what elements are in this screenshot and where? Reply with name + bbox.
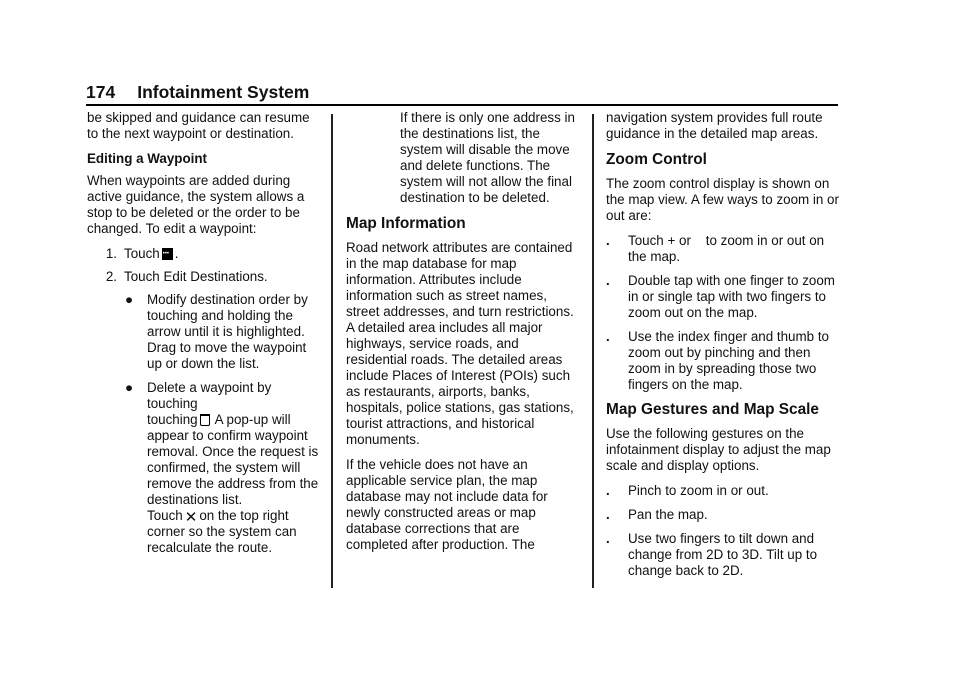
- bullet: .: [606, 507, 610, 522]
- zoom-paragraph: The zoom control display is shown on the map view. A few ways to zoom in or out are:: [606, 176, 839, 223]
- list-item: [606, 483, 842, 499]
- page-number: 174: [86, 82, 116, 102]
- bullet-text: Touch + or to zoom in or out on the map.: [628, 233, 828, 264]
- list-item: [606, 273, 842, 321]
- step-text: Touch: [124, 246, 160, 261]
- step-number: 1.: [105, 246, 117, 261]
- list-item: [606, 329, 842, 393]
- step-1: [87, 246, 319, 262]
- continued-text: navigation system provides full route guidance in the detailed map areas.: [606, 110, 823, 141]
- column-2: [346, 110, 582, 562]
- intro-text: be skipped and guidance can resume to the next waypoint or destination.: [87, 110, 310, 141]
- list-item: [606, 233, 842, 265]
- map-info-paragraph-1: Road network attributes are contained in the map database for map information. Attributes include information such as street names, street addresses, and turn restrictions. A detailed area includes all major highways, service roads, and residential roads. The detailed areas include Places of Interest (POIs) such as restaurants, airports, banks, hospitals, police stations, gas stations, tourist attractions, and historical monuments.: [346, 240, 574, 447]
- bullet: .: [606, 531, 610, 546]
- heading-map-gestures: Map Gestures and Map Scale: [606, 401, 819, 418]
- column-divider-2: [592, 114, 594, 588]
- header-rule: [86, 104, 838, 106]
- bullet: .: [606, 483, 610, 498]
- bullet: .: [606, 329, 610, 344]
- menu-icon: [162, 248, 173, 260]
- bullet: ●: [125, 292, 134, 307]
- bullet-text: Double tap with one finger to zoom in or single tap with two fingers to zoom out on the map.: [628, 273, 835, 320]
- subheading-editing-waypoint: Editing a Waypoint: [87, 151, 208, 166]
- bullet-text: Use two fingers to tilt down and change from 2D to 3D. Tilt up to change back to 2D.: [628, 531, 818, 578]
- close-icon: ✕: [184, 509, 198, 526]
- bullet-text: Use the index finger and thumb to zoom out by pinching and then zoom in by spreading those two fingers on the map.: [628, 329, 829, 392]
- bullet: .: [606, 273, 610, 288]
- column-1: [87, 110, 319, 564]
- bullet-text: Pinch to zoom in or out.: [628, 483, 769, 498]
- step-number: 2.: [105, 269, 117, 284]
- section-title: Infotainment System: [137, 82, 310, 102]
- column-3: [606, 110, 842, 587]
- touch-label: Touch: [147, 508, 183, 523]
- list-item: [606, 507, 842, 523]
- trash-icon: [200, 414, 210, 426]
- heading-zoom-control: Zoom Control: [606, 151, 707, 168]
- bullet: .: [606, 233, 610, 248]
- list-item: [606, 531, 842, 579]
- list-item: ● Delete a waypoint by touching touching A pop-up will appear to confirm waypoint removal. Once the request is confirmed, the system will remove the address from the destinations list. Touch ✕ on the top right corner so the system can recalculate the route.: [125, 380, 319, 555]
- heading-map-information: Map Information: [346, 215, 466, 232]
- step-end: .: [174, 246, 179, 261]
- bullet-text: Pan the map.: [628, 507, 708, 522]
- column-divider-1: [331, 114, 333, 588]
- step-text: Touch Edit Destinations.: [124, 269, 268, 284]
- step-2: [87, 269, 319, 285]
- map-info-paragraph-2: If the vehicle does not have an applicable service plan, the map database may not include data for newly constructed areas or map database corrections that are completed after production. The: [346, 457, 548, 552]
- gestures-paragraph: Use the following gestures on the infotainment display to adjust the map scale and display options.: [606, 426, 831, 473]
- bullet-text: Modify destination order by touching and holding the arrow until it is highlighted. Drag to move the waypoint up or down the list.: [147, 292, 308, 371]
- editing-paragraph: When waypoints are added during active guidance, the system allows a stop to be deleted or the order to be changed. To edit a waypoint:: [87, 173, 305, 236]
- bullet-text: on the top right corner so the system can recalculate the route.: [147, 508, 297, 555]
- bullet-text: Delete a waypoint by touching: [147, 380, 272, 411]
- list-item: [87, 292, 319, 372]
- page-header: [86, 82, 309, 103]
- bullet-text: A pop-up will appear to confirm waypoint removal. Once the request is confirmed, the system will remove the address from the destinations list.: [147, 412, 319, 507]
- continued-text: If there is only one address in the destinations list, the system will disable the move and delete functions. The system will not allow the final destination to be deleted.: [400, 110, 575, 205]
- bullet: ●: [125, 380, 134, 395]
